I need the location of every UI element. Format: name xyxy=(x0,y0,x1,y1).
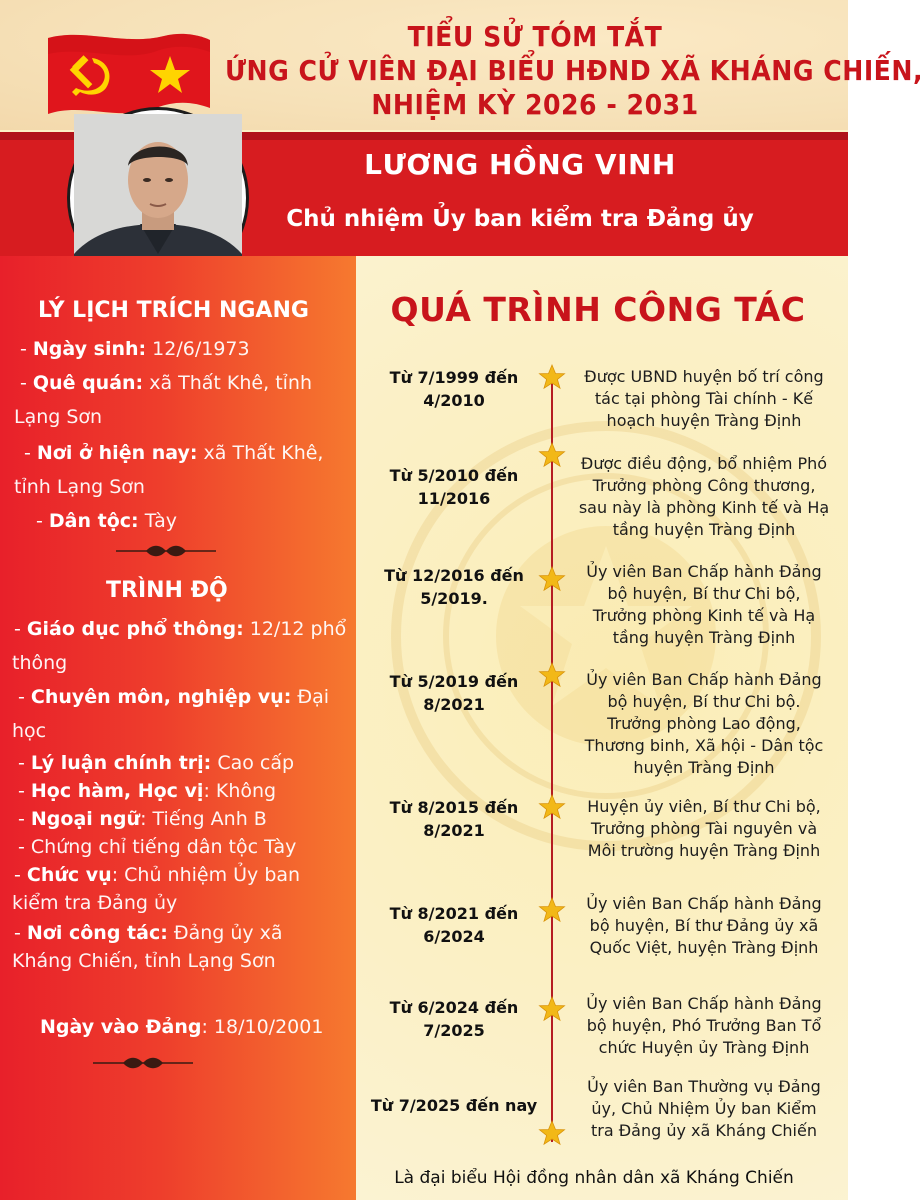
professional-cont xyxy=(12,720,46,742)
career-description-line: bộ huyện, Bí thư Chi bộ, xyxy=(607,584,801,603)
career-period xyxy=(366,564,542,610)
career-description-line: tầng huyện Tràng Định xyxy=(612,520,796,539)
certificate-row: - Chứng chỉ tiếng dân tộc Tày xyxy=(18,836,297,858)
career-description-line: Được UBND huyện bố trí công xyxy=(584,367,824,386)
language-value: : Tiếng Anh B xyxy=(140,808,267,830)
career-description xyxy=(566,453,842,541)
duty-label: Chức vụ xyxy=(26,864,112,886)
profile-heading: LÝ LỊCH TRÍCH NGANG xyxy=(38,298,309,323)
career-description-line: tra Đảng ủy xã Kháng Chiến xyxy=(591,1121,817,1140)
title-line-2: ỨNG CỬ VIÊN ĐẠI BIỂU HĐND XÃ KHÁNG CHIẾN, xyxy=(225,54,923,87)
career-description-line: Trưởng phòng Công thương, xyxy=(592,476,816,495)
career-description-line: bộ huyện, Bí thư Đảng ủy xã xyxy=(589,916,819,935)
career-description-line: Ủy viên Ban Chấp hành Đảng xyxy=(586,994,822,1013)
career-period-line: Từ 8/2021 đến xyxy=(389,904,519,923)
career-description xyxy=(566,1076,842,1142)
professional-value-2: học xyxy=(12,720,47,742)
career-description-line: chức Huyện ủy Tràng Định xyxy=(598,1038,810,1057)
career-description xyxy=(566,366,842,432)
career-period-line: 7/2025 xyxy=(423,1021,485,1040)
career-description xyxy=(566,796,842,862)
hometown-row: - Quê quán: xã Thất Khê, tỉnh xyxy=(20,372,313,394)
career-description-line: Ủy viên Ban Thường vụ Đảng xyxy=(587,1077,821,1096)
career-description xyxy=(566,561,842,649)
general-edu-cont xyxy=(12,652,67,674)
hometown-value: xã Thất Khê, tỉnh xyxy=(149,372,313,394)
career-description-line: Ủy viên Ban Chấp hành Đảng xyxy=(586,562,822,581)
party-join-row xyxy=(40,1016,323,1038)
duty-cont xyxy=(12,892,177,914)
party-join-label: Ngày vào Đảng xyxy=(40,1016,202,1038)
career-description-line: hoạch huyện Tràng Định xyxy=(606,411,802,430)
title-line-3: NHIỆM KỲ 2026 - 2031 xyxy=(371,88,699,121)
title-line-1: TIỂU SỬ TÓM TẮT xyxy=(407,20,663,53)
residence-row: - Nơi ở hiện nay: xã Thất Khê, xyxy=(24,442,324,464)
timeline-star-icon xyxy=(539,566,565,592)
header xyxy=(0,0,923,130)
workplace-value-2: Kháng Chiến, tỉnh Lạng Sơn xyxy=(12,950,276,972)
residence-label: Nơi ở hiện nay: xyxy=(36,442,198,464)
career-description-line: huyện Tràng Định xyxy=(633,758,775,777)
career-period-line: 8/2021 xyxy=(423,821,485,840)
career-description-line: bộ huyện, Bí thư Chi bộ. xyxy=(607,692,801,711)
career-description-line: bộ huyện, Phó Trưởng Ban Tổ xyxy=(586,1016,822,1035)
career-description-line: Trưởng phòng Lao động, xyxy=(607,714,801,733)
career-description-line: Ủy viên Ban Chấp hành Đảng xyxy=(586,670,822,689)
timeline-star-icon xyxy=(539,662,565,688)
workplace-value: Đảng ủy xã xyxy=(167,922,283,944)
certificate-value: Chứng chỉ tiếng dân tộc Tày xyxy=(30,836,297,858)
career-period xyxy=(366,796,542,842)
career-period-line: Từ 5/2019 đến xyxy=(389,672,519,691)
hometown-label: Quê quán: xyxy=(32,372,144,394)
birth-label: Ngày sinh: xyxy=(32,338,147,360)
academic-value: : Không xyxy=(203,780,277,802)
career-description-line: Quốc Việt, huyện Tràng Định xyxy=(589,938,819,957)
candidate-position: Chủ nhiệm Ủy ban kiểm tra Đảng ủy xyxy=(286,206,754,232)
professional-value: Đại xyxy=(297,686,330,708)
career-description xyxy=(566,893,842,959)
duty-row: - Chức vụ: Chủ nhiệm Ủy ban xyxy=(14,864,301,886)
career-description-line: sau này là phòng Kinh tế và Hạ xyxy=(578,498,830,517)
career-period xyxy=(366,902,542,948)
career-period xyxy=(366,366,542,412)
career-description xyxy=(566,669,842,779)
general-edu-value-2: thông xyxy=(12,652,68,674)
career-period-line: Từ 5/2010 đến xyxy=(389,466,519,485)
education-heading: TRÌNH ĐỘ xyxy=(106,578,228,603)
hometown-value-2: Lạng Sơn xyxy=(14,406,103,428)
party-flag-icon xyxy=(44,28,214,124)
language-row: - Ngoại ngữ: Tiếng Anh B xyxy=(18,808,267,830)
career-description-line: Trưởng phòng Kinh tế và Hạ xyxy=(592,606,816,625)
career-period-line: 4/2010 xyxy=(423,391,485,410)
birth-value: 12/6/1973 xyxy=(152,338,250,360)
career-description-line: Ủy viên Ban Chấp hành Đảng xyxy=(586,894,822,913)
career-description-line: Trưởng phòng Tài nguyên và xyxy=(590,819,818,838)
general-edu-row: - Giáo dục phổ thông: 12/12 phổ xyxy=(14,618,347,640)
ethnicity-label: Dân tộc: xyxy=(48,510,139,532)
poster-title xyxy=(225,20,923,122)
timeline-star-icon xyxy=(539,1120,565,1146)
career-period-line: Từ 6/2024 đến xyxy=(389,998,519,1017)
timeline-star-icon xyxy=(539,442,565,468)
general-edu-label: Giáo dục phổ thông: xyxy=(26,618,244,640)
academic-row: - Học hàm, Học vị: Không xyxy=(18,780,277,802)
career-description-line: tầng huyện Tràng Định xyxy=(612,628,796,647)
career-period-line: 6/2024 xyxy=(423,927,485,946)
political-label: Lý luận chính trị: xyxy=(30,752,212,774)
general-edu-value: 12/12 phổ xyxy=(249,618,347,640)
career-period-line: Từ 7/2025 đến nay xyxy=(370,1096,538,1115)
career-heading: QUÁ TRÌNH CÔNG TÁC xyxy=(390,290,806,329)
timeline-star-icon xyxy=(539,364,565,390)
footer-note: Là đại biểu Hội đồng nhân dân xã Kháng Chiến xyxy=(394,1168,794,1188)
career-period-line: Từ 12/2016 đến xyxy=(384,566,524,585)
timeline-star-icon xyxy=(539,897,565,923)
birth-row: - Ngày sinh: 12/6/1973 xyxy=(20,338,250,360)
career-period xyxy=(366,1094,542,1117)
career-period xyxy=(366,996,542,1042)
career-period-line: Từ 8/2015 đến xyxy=(389,798,519,817)
ornament-divider-icon xyxy=(88,1056,198,1070)
timeline-star-icon xyxy=(539,996,565,1022)
professional-row: - Chuyên môn, nghiệp vụ: Đại xyxy=(18,686,330,708)
workplace-label: Nơi công tác: xyxy=(26,922,168,944)
career-description-line: ủy, Chủ Nhiệm Ủy ban Kiểm xyxy=(591,1099,817,1118)
career-period xyxy=(366,464,542,510)
candidate-name: LƯƠNG HỒNG VINH xyxy=(364,148,676,181)
career-description-line: Được điều động, bổ nhiệm Phó xyxy=(580,454,828,473)
hometown-cont xyxy=(14,406,102,428)
timeline-star-icon xyxy=(539,794,565,820)
residence-cont xyxy=(14,476,145,498)
career-description xyxy=(566,993,842,1059)
political-value: Cao cấp xyxy=(217,752,295,774)
political-row: - Lý luận chính trị: Cao cấp xyxy=(18,752,295,774)
duty-value: : Chủ nhiệm Ủy ban xyxy=(111,864,301,886)
professional-label: Chuyên môn, nghiệp vụ: xyxy=(30,686,292,708)
career-period-line: 5/2019. xyxy=(420,589,488,608)
timeline-line xyxy=(551,372,553,1142)
workplace-cont xyxy=(12,950,276,972)
career-period-line: Từ 7/1999 đến xyxy=(389,368,519,387)
language-label: Ngoại ngữ xyxy=(30,808,141,830)
academic-label: Học hàm, Học vị xyxy=(30,780,204,802)
ornament-divider-icon xyxy=(116,544,216,558)
career-description-line: tác tại phòng Tài chính - Kế xyxy=(594,389,814,408)
career-description-line: Thương binh, Xã hội - Dân tộc xyxy=(584,736,824,755)
career-description-line: Huyện ủy viên, Bí thư Chi bộ, xyxy=(587,797,821,816)
ethnicity-value: Tày xyxy=(144,510,177,532)
career-description-line: Môi trường huyện Tràng Định xyxy=(587,841,821,860)
party-join-value: : 18/10/2001 xyxy=(201,1016,324,1038)
ethnicity-row: - Dân tộc: Tày xyxy=(36,510,177,532)
duty-value-2: kiểm tra Đảng ủy xyxy=(12,892,178,914)
career-period-line: 8/2021 xyxy=(423,695,485,714)
career-period xyxy=(366,670,542,716)
residence-value-2: tỉnh Lạng Sơn xyxy=(14,476,145,498)
career-period-line: 11/2016 xyxy=(417,489,491,508)
residence-value: xã Thất Khê, xyxy=(203,442,324,464)
workplace-row: - Nơi công tác: Đảng ủy xã xyxy=(14,922,283,944)
